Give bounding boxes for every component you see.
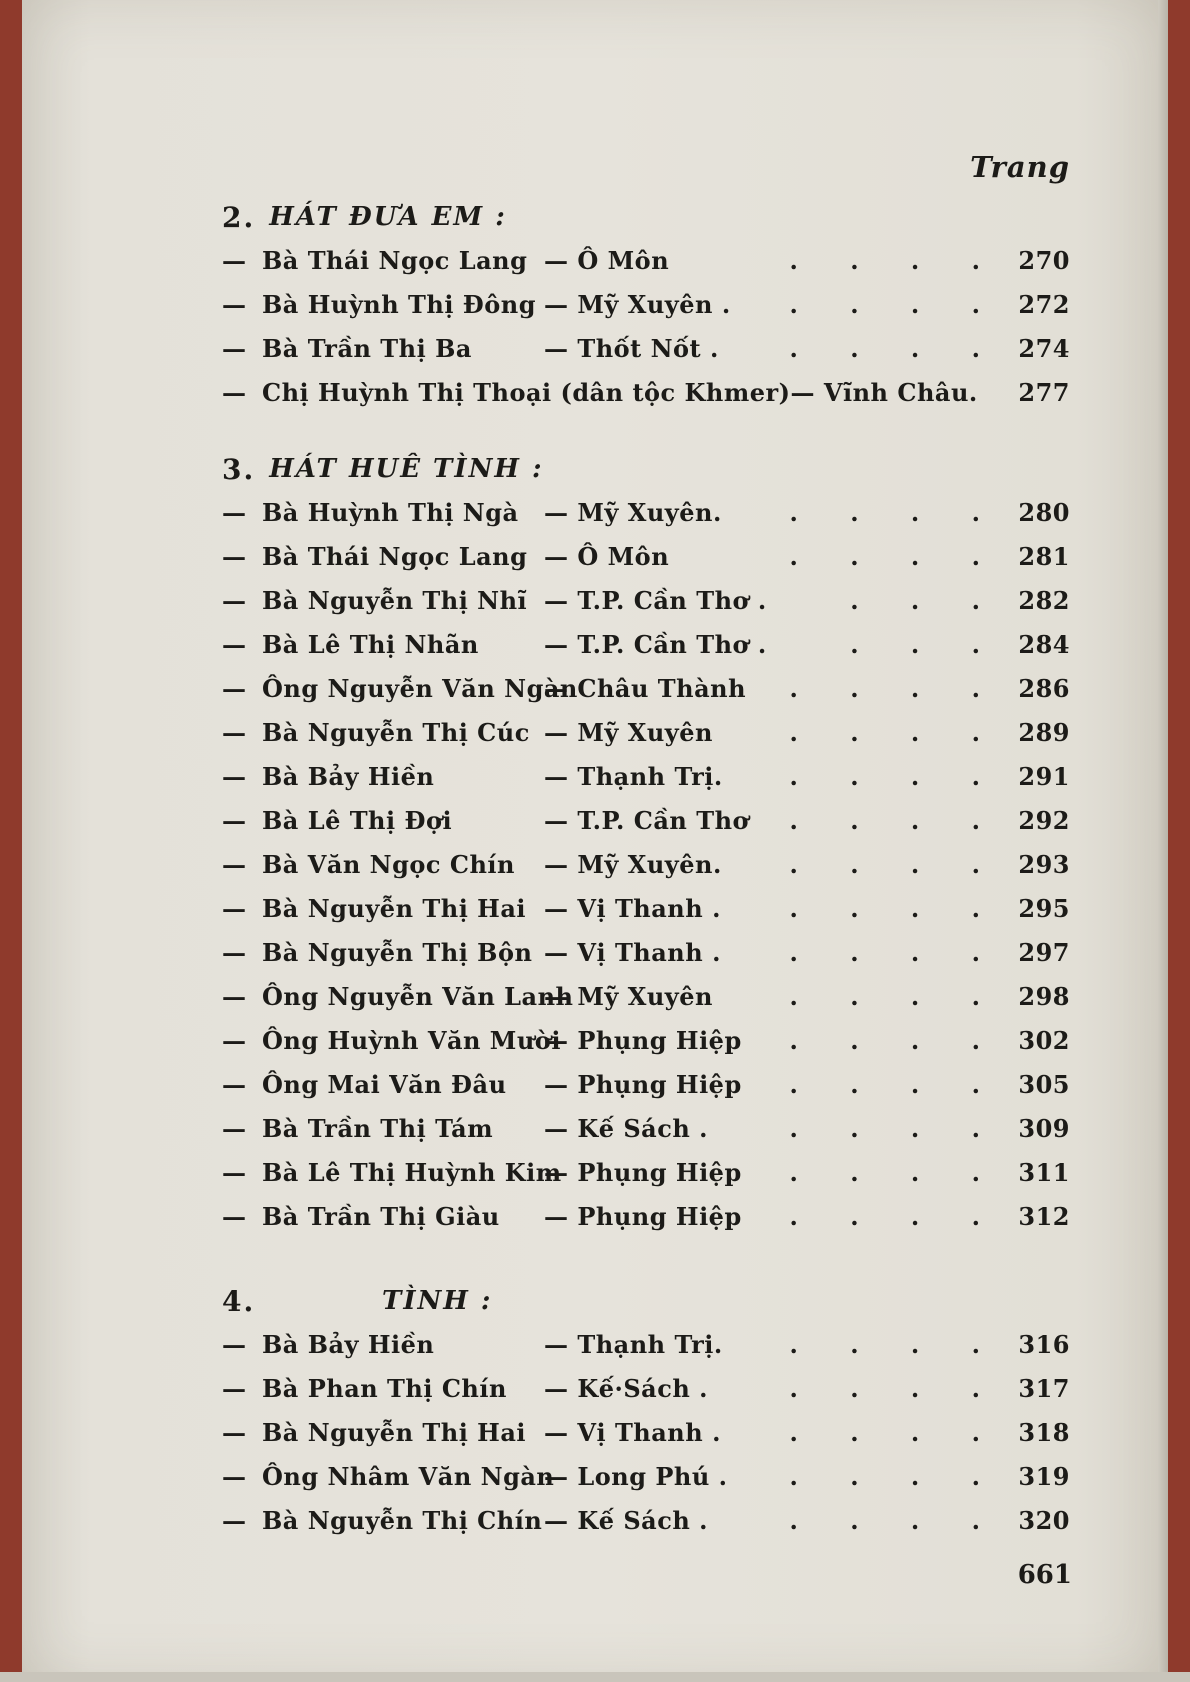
list-item <box>222 674 1070 718</box>
entry-place: — Vị Thanh . <box>544 894 721 923</box>
entry-dash: — <box>222 630 247 659</box>
entry-person: Bà Phan Thị Chín <box>262 1374 507 1403</box>
entry-dash: — <box>222 938 247 967</box>
leader-dots: . . . . <box>789 1462 1002 1491</box>
entry-person: Ông Nguyễn Văn Ngàn <box>262 674 578 703</box>
list-item <box>222 1070 1070 1114</box>
leader-dots: . . . . <box>789 1506 1002 1535</box>
entry-dash: — <box>222 1070 247 1099</box>
entry-dash: — <box>222 718 247 747</box>
leader-dots: . . . . <box>789 982 1002 1011</box>
entry-dash: — <box>222 246 247 275</box>
entry-dash: — <box>222 1158 247 1187</box>
list-item <box>222 246 1070 290</box>
list-item <box>222 1026 1070 1070</box>
entry-person: Bà Nguyễn Thị Hai <box>262 1418 527 1447</box>
entry-person: Bà Thái Ngọc Lang <box>262 542 528 571</box>
entry-place: — Kế Sách . <box>544 1506 708 1535</box>
entry-place: — Ô Môn <box>544 542 670 571</box>
entry-dash: — <box>222 806 247 835</box>
entry-dash: — <box>222 1114 247 1143</box>
section-heading <box>222 1272 1070 1330</box>
entry-place: — Mỹ Xuyên. <box>544 850 722 879</box>
entry-page: 305 <box>1018 1070 1070 1099</box>
entry-person: Bà Lê Thị Huỳnh Kim <box>262 1158 562 1187</box>
entry-list <box>222 498 1070 1246</box>
entry-person: Bà Huỳnh Thị Đông <box>262 290 537 319</box>
entry-place: — Phụng Hiệp <box>544 1158 742 1187</box>
list-item <box>222 894 1070 938</box>
leader-dots: . . . . <box>789 1418 1002 1447</box>
entry-page: 281 <box>1018 542 1070 571</box>
entry-place: — Vị Thanh . <box>544 938 721 967</box>
entry-person: Bà Nguyễn Thị Cúc <box>262 718 530 747</box>
leader-dots: . . . . <box>789 674 1002 703</box>
entry-person: Bà Trần Thị Tám <box>262 1114 494 1143</box>
list-item <box>222 586 1070 630</box>
entry-place: — Châu Thành <box>544 674 747 703</box>
entry-dash: — <box>222 1418 247 1447</box>
entry-person: Bà Bảy Hiền <box>262 762 435 791</box>
entry-place: — Phụng Hiệp <box>544 1202 742 1231</box>
entry-person: Bà Bảy Hiền <box>262 1330 435 1359</box>
entry-page: 317 <box>1018 1374 1070 1403</box>
entry-page: 320 <box>1018 1506 1070 1535</box>
entry-page: 316 <box>1018 1330 1070 1359</box>
entry-page: 309 <box>1018 1114 1070 1143</box>
entry-page: 297 <box>1018 938 1070 967</box>
page-number: 661 <box>1017 1560 1072 1590</box>
section-heading <box>222 440 1070 498</box>
list-item <box>222 1462 1070 1506</box>
leader-dots: . . . . <box>789 806 1002 835</box>
entry-person: Bà Nguyễn Thị Chín <box>262 1506 543 1535</box>
list-item <box>222 498 1070 542</box>
entry-dash: — <box>222 586 247 615</box>
entry-page: 272 <box>1018 290 1070 319</box>
entry-page: 274 <box>1018 334 1070 363</box>
entry-person: Ông Huỳnh Văn Mười <box>262 1026 561 1055</box>
section-number: 2. <box>222 200 256 234</box>
section-title: HÁT ĐƯA EM : <box>269 202 507 232</box>
entry-person: Bà Huỳnh Thị Ngà <box>262 498 519 527</box>
entry-page: 291 <box>1018 762 1070 791</box>
entry-place: — Kế·Sách . <box>544 1374 708 1403</box>
entry-place: — T.P. Cần Thơ <box>544 806 750 835</box>
list-item <box>222 1418 1070 1462</box>
list-item <box>222 850 1070 894</box>
list-item <box>222 1202 1070 1246</box>
entry-place: — Ô Môn <box>544 246 670 275</box>
entry-page: 284 <box>1018 630 1070 659</box>
entry-dash: — <box>222 894 247 923</box>
leader-dots: . . . . <box>789 1374 1002 1403</box>
entry-page: 289 <box>1018 718 1070 747</box>
entry-dash: — <box>222 290 247 319</box>
entry-dash: — <box>222 1462 247 1491</box>
entry-place: — Phụng Hiệp <box>544 1026 742 1055</box>
entry-place: — Thạnh Trị. <box>544 1330 723 1359</box>
entry-place: — Vị Thanh . <box>544 1418 721 1447</box>
entry-person: Bà Lê Thị Nhãn <box>262 630 479 659</box>
list-item <box>222 542 1070 586</box>
leader-dots: . . . . <box>789 718 1002 747</box>
leader-dots: . . . <box>850 586 1002 615</box>
page-bottom-edge <box>0 1672 1190 1682</box>
entry-person: Bà Trần Thị Giàu <box>262 1202 500 1231</box>
section-number: 3. <box>222 452 256 486</box>
leader-dots: . . . . <box>789 246 1002 275</box>
entry-place: — T.P. Cần Thơ . <box>544 630 767 659</box>
leader-dots: . . . . <box>789 1330 1002 1359</box>
section-title: HÁT HUÊ TÌNH : <box>269 454 544 484</box>
entry-person: Bà Nguyễn Thị Hai <box>262 894 527 923</box>
entry-place: — Phụng Hiệp <box>544 1070 742 1099</box>
entry-dash: — <box>222 498 247 527</box>
entry-dash: — <box>222 1374 247 1403</box>
leader-dots: . . . . <box>789 1070 1002 1099</box>
section-number: 4. <box>222 1284 256 1318</box>
entry-place: — Mỹ Xuyên <box>544 982 713 1011</box>
entry-place: — Thốt Nốt . <box>544 334 719 363</box>
entry-person: Ông Nguyễn Văn Lanh <box>262 982 574 1011</box>
entry-page: 312 <box>1018 1202 1070 1231</box>
leader-dots: . . . . <box>789 894 1002 923</box>
entry-place: — Kế Sách . <box>544 1114 708 1143</box>
entry-person: Ông Nhâm Văn Ngàn <box>262 1462 555 1491</box>
entry-page: 318 <box>1018 1418 1070 1447</box>
entry-page: 293 <box>1018 850 1070 879</box>
leader-dots: . . . . <box>789 1158 1002 1187</box>
entry-place: — Long Phú . <box>544 1462 728 1491</box>
page-edge <box>1158 0 1168 1682</box>
leader-dots: . . . . <box>789 498 1002 527</box>
list-item <box>222 806 1070 850</box>
entry-dash: — <box>222 674 247 703</box>
entry-list <box>222 246 1070 422</box>
table-of-contents <box>222 150 1070 1550</box>
entry-person: Chị Huỳnh Thị Thoại (dân tộc Khmer) <box>262 378 791 407</box>
entry-page: 282 <box>1018 586 1070 615</box>
entry-page: 292 <box>1018 806 1070 835</box>
leader-dots: . . . . <box>789 290 1002 319</box>
entry-place: — Vĩnh Châu. <box>790 378 978 407</box>
entry-dash: — <box>222 1506 247 1535</box>
entry-page: 286 <box>1018 674 1070 703</box>
entry-place: — T.P. Cần Thơ . <box>544 586 767 615</box>
entry-page: 270 <box>1018 246 1070 275</box>
list-item <box>222 1506 1070 1550</box>
page-column-heading: Trang <box>970 150 1070 184</box>
list-item <box>222 762 1070 806</box>
list-item <box>222 938 1070 982</box>
entry-place: — Thạnh Trị. <box>544 762 723 791</box>
entry-page: 302 <box>1018 1026 1070 1055</box>
entry-person: Bà Lê Thị Đợi <box>262 806 453 835</box>
leader-dots: . . . . <box>789 1026 1002 1055</box>
entry-dash: — <box>222 1026 247 1055</box>
entry-dash: — <box>222 762 247 791</box>
entry-page: 280 <box>1018 498 1070 527</box>
entry-place: — Mỹ Xuyên. <box>544 498 722 527</box>
entry-person: Bà Văn Ngọc Chín <box>262 850 515 879</box>
leader-dots: . . . <box>850 630 1002 659</box>
entry-dash: — <box>222 850 247 879</box>
entry-person: Bà Nguyễn Thị Nhĩ <box>262 586 528 615</box>
list-item <box>222 630 1070 674</box>
section-title: TÌNH : <box>382 1286 493 1316</box>
leader-dots: . . . . <box>789 334 1002 363</box>
leader-dots: . . . . <box>789 762 1002 791</box>
leader-dots: . . . . <box>789 1202 1002 1231</box>
entry-dash: — <box>222 378 247 407</box>
list-item <box>222 1158 1070 1202</box>
entry-page: 298 <box>1018 982 1070 1011</box>
list-item <box>222 1114 1070 1158</box>
leader-dots: . . . . <box>789 938 1002 967</box>
entry-place: — Mỹ Xuyên . <box>544 290 731 319</box>
list-item <box>222 718 1070 762</box>
entry-page: 319 <box>1018 1462 1070 1491</box>
entry-person: Bà Thái Ngọc Lang <box>262 246 528 275</box>
entry-list <box>222 1330 1070 1550</box>
section-heading <box>222 188 1070 246</box>
entry-person: Ông Mai Văn Đâu <box>262 1070 507 1099</box>
list-item <box>222 1374 1070 1418</box>
leader-dots: . . . . <box>789 1114 1002 1143</box>
leader-dots: . . . . <box>789 850 1002 879</box>
leader-dots: . . . . <box>789 542 1002 571</box>
entry-dash: — <box>222 982 247 1011</box>
list-item <box>222 1330 1070 1374</box>
list-item <box>222 290 1070 334</box>
book-page <box>22 0 1168 1682</box>
entry-person: Bà Trần Thị Ba <box>262 334 472 363</box>
list-item <box>222 378 1070 422</box>
entry-dash: — <box>222 1330 247 1359</box>
entry-place: — Mỹ Xuyên <box>544 718 713 747</box>
list-item <box>222 334 1070 378</box>
entry-person: Bà Nguyễn Thị Bộn <box>262 938 533 967</box>
entry-page: 277 <box>1018 378 1070 407</box>
entry-dash: — <box>222 1202 247 1231</box>
entry-dash: — <box>222 334 247 363</box>
entry-page: 295 <box>1018 894 1070 923</box>
list-item <box>222 982 1070 1026</box>
entry-page: 311 <box>1018 1158 1070 1187</box>
entry-dash: — <box>222 542 247 571</box>
